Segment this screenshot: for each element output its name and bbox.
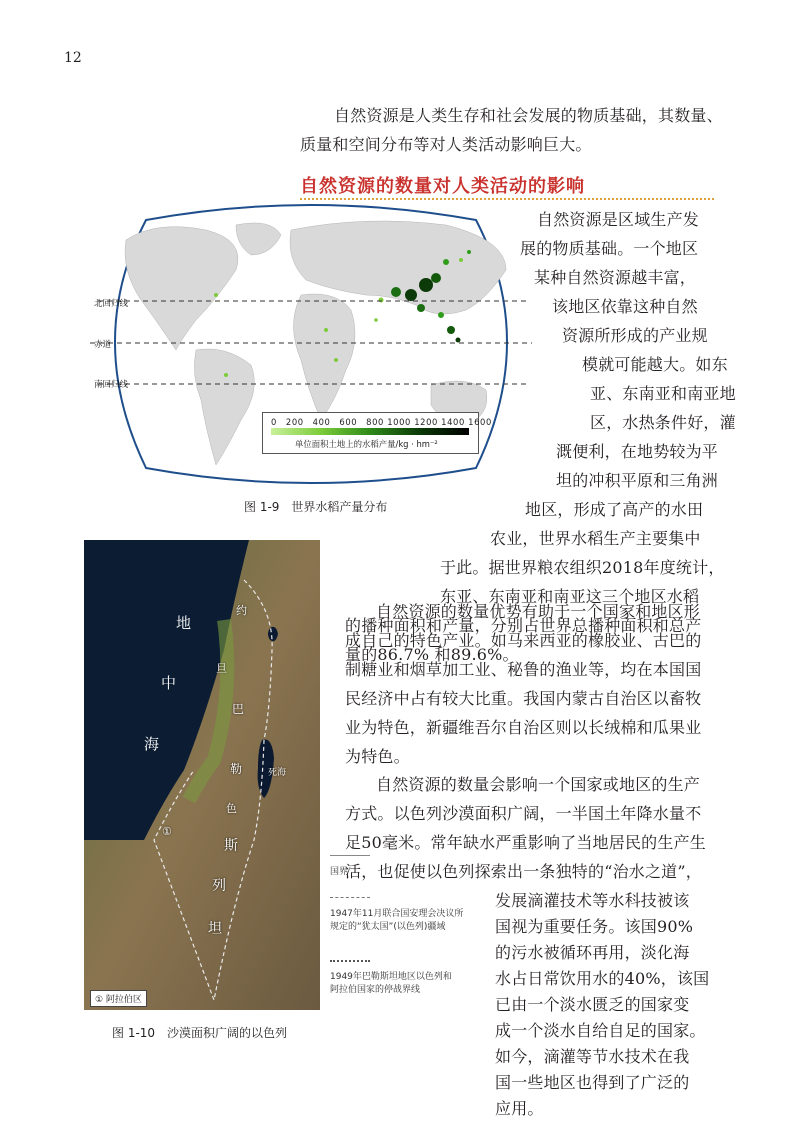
- un-legend-label-2: 规定的“犹太国”(以色列)疆域: [330, 922, 446, 932]
- para1-line: 区，水热条件好，灌: [590, 413, 736, 432]
- un-legend-label-1: 1947年11月联合国安理会决议所: [330, 909, 464, 919]
- para2-line: 制糖业和烟草加工业、秘鲁的渔业等，均在本国国: [345, 660, 702, 679]
- para1-line: 农业，世界水稻生产主要集中: [490, 529, 701, 548]
- para2-line: 为特色。: [345, 747, 410, 766]
- para3-line-extra: 国一些地区也得到了广泛的: [495, 1073, 690, 1092]
- tropic-south-label: 南回归线: [94, 380, 129, 390]
- border-legend-label: 国界: [330, 867, 349, 877]
- para1-line: 资源所形成的产业规: [562, 326, 708, 345]
- place-char: 斯: [224, 838, 238, 854]
- armistice-legend-label-2: 阿拉伯国家的停战界线: [330, 985, 421, 995]
- israel-satellite-map: [84, 540, 320, 1010]
- intro-line-1: 自然资源是人类生存和社会发展的物质基础，其数量、: [334, 106, 723, 125]
- para2-line: 民经济中占有较大比重。我国内蒙古自治区以畜牧: [345, 689, 702, 708]
- para1-line: 亚、东南亚和南亚地: [590, 384, 736, 403]
- para3-line-extra: 如今，滴灌等节水技术在我: [495, 1047, 690, 1066]
- para1-line: 坦的冲积平原和三角洲: [556, 471, 719, 490]
- equator-label: 赤道: [94, 340, 112, 350]
- place-char: 勒: [230, 762, 243, 776]
- tropic-north-label: 北回归线: [94, 299, 129, 309]
- para3-line: 的污水被循环再用，淡化海: [495, 943, 690, 962]
- place-char: 列: [212, 878, 226, 894]
- section-heading: 自然资源的数量对人类活动的影响: [300, 176, 585, 197]
- page-number: 12: [64, 50, 82, 66]
- rice-legend: [262, 412, 492, 454]
- para3-line: 发展滴灌技术等水科技被该: [495, 891, 690, 910]
- para2-line: 自然资源的数量优势有助于一个国家和地区形: [376, 602, 701, 621]
- place-char: 旦: [216, 662, 227, 675]
- para1-line: 某种自然资源越丰富，: [534, 268, 697, 287]
- place-char: 坦: [208, 921, 222, 937]
- legend-ticks: 0 200 400 600 800 1000 1200 1400 1600: [271, 417, 492, 427]
- sea-label-char: 地: [176, 614, 192, 632]
- armistice-legend-line: [330, 960, 370, 962]
- para3-line: 自然资源的数量会影响一个国家或地区的生产: [376, 775, 701, 794]
- para3-line: 水占日常饮用水的40%，该国: [495, 969, 710, 988]
- para1-line: 模就可能越大。如东: [582, 355, 728, 374]
- para1-line: 的播种面积和产量，分别占世界总播种面积和总产: [345, 616, 702, 635]
- para1-line: 溉便利，在地势较为平: [556, 442, 719, 461]
- dead-sea-label: 死海: [268, 768, 287, 778]
- sea-label-char: 中: [161, 674, 177, 692]
- place-char: 色: [226, 802, 237, 815]
- un-legend-line: [330, 897, 370, 898]
- para3-line: 已由一个淡水匮乏的国家变: [495, 995, 690, 1014]
- place-char: 巴: [232, 702, 245, 716]
- legend-unit: 单位面积土地上的水稻产量/kg · hm⁻²: [295, 439, 438, 449]
- para1-line: 量的86.7% 和89.6%。: [345, 645, 519, 664]
- para2-line: 业为特色，新疆维吾尔自治区则以长绒棉和瓜果业: [345, 718, 702, 737]
- para1-line: 展的物质基础。一个地区: [520, 239, 699, 258]
- place-char: 约: [236, 604, 247, 617]
- para1-line: 于此。据世界粮农组织2018年度统计，: [440, 558, 725, 577]
- para3-line: 足50毫米。常年缺水严重影响了当地居民的生产生: [345, 833, 706, 852]
- area-marker: ①: [162, 825, 172, 838]
- para3-line: 活，也促使以色列探索出一条独特的“治水之道”，: [345, 862, 702, 881]
- para3-line-last: 应用。: [495, 1099, 544, 1118]
- figure-1-9-caption: 图 1-9 世界水稻产量分布: [244, 500, 388, 514]
- armistice-legend-label-1: 1949年巴勒斯坦地区以色列和: [330, 972, 452, 982]
- para1-line: 该地区依靠这种自然: [552, 297, 698, 316]
- para1-line: 自然资源是区域生产发: [537, 210, 700, 229]
- para3-line: 方式。以色列沙漠面积广阔，一半国土年降水量不: [345, 804, 702, 823]
- para2-line: 成自己的特色产业。如马来西亚的橡胶业、古巴的: [345, 631, 702, 650]
- para3-line-extra: 成一个淡水自给自足的国家。: [495, 1021, 706, 1040]
- para1-line: 东亚、东南亚和南亚这三个地区水稻: [440, 587, 700, 606]
- arab-area-label: ① 阿拉伯区: [90, 990, 147, 1007]
- para1-line: 地区，形成了高产的水田: [525, 500, 704, 519]
- sea-label-char: 海: [144, 735, 160, 753]
- para3-line: 国视为重要任务。该国90%: [495, 917, 694, 936]
- legend-color-bar: [271, 428, 469, 435]
- figure-1-10-caption: 图 1-10 沙漠面积广阔的以色列: [112, 1026, 288, 1040]
- intro-line-2: 质量和空间分布等对人类活动影响巨大。: [300, 135, 592, 154]
